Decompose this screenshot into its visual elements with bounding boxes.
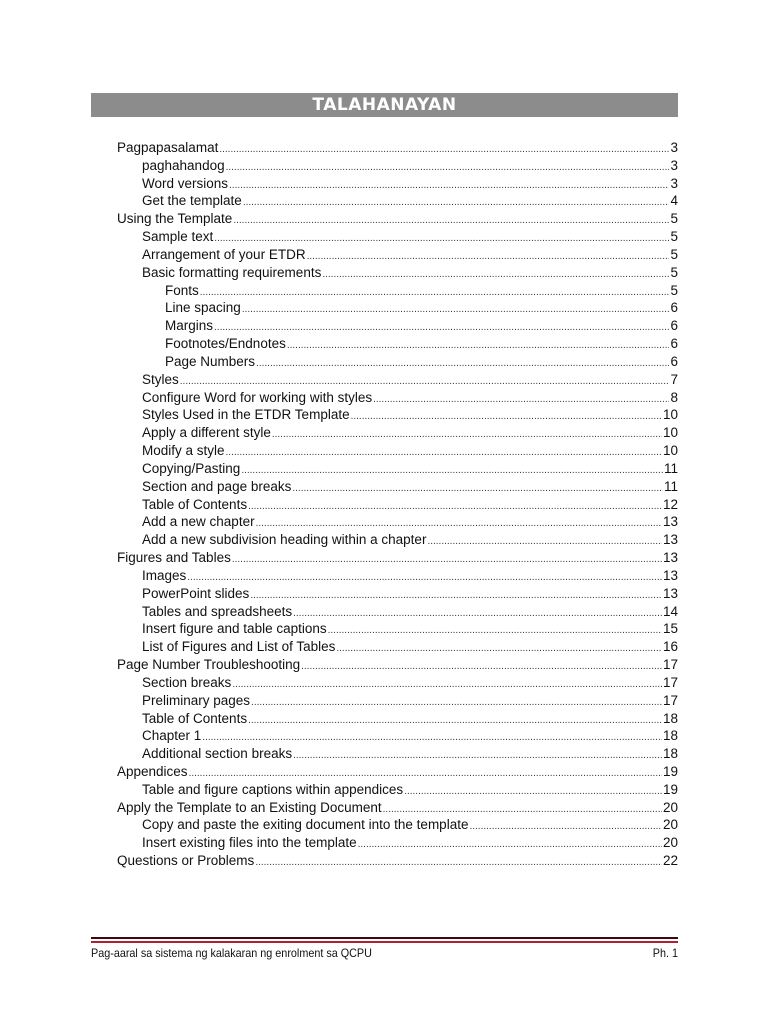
toc-entry[interactable] [117,638,678,656]
toc-entry-page: 20 [662,835,678,851]
toc-dot-leader [358,836,662,852]
toc-entry[interactable] [117,710,678,728]
toc-dot-leader [256,515,662,531]
toc-entry-label: Pagpapasalamat [117,140,219,155]
toc-entry-label: Table and figure captions within appendices [142,781,404,797]
toc-dot-leader [189,765,662,781]
toc-entry-label: Table of Contents [142,496,248,512]
toc-dot-leader [243,194,670,210]
toc-entry-page: 6 [670,318,678,334]
toc-dot-leader [287,337,670,353]
toc-dot-leader [219,141,669,157]
toc-entry-page: 22 [662,853,678,869]
toc-dot-leader [232,676,662,692]
toc-entry-label: Styles Used in the ETDR Template [142,407,350,423]
toc-dot-leader [233,212,669,228]
toc-entry[interactable] [117,549,678,567]
toc-entry-label: Styles [142,371,179,387]
toc-entry-label: Chapter 1 [142,728,202,744]
toc-dot-leader [248,498,662,514]
toc-entry-page: 16 [662,639,678,655]
toc-entry-page: 6 [670,353,678,369]
toc-entry-label: Add a new subdivision heading within a chapter [142,532,427,548]
toc-entry-page: 5 [670,264,678,280]
toc-entry-label: Page Number Troubleshooting [117,657,301,673]
toc-entry-page: 6 [670,300,678,316]
toc-dot-leader [427,533,662,549]
toc-entry-label: Section breaks [142,674,232,690]
toc-dot-leader [293,605,662,621]
toc-dot-leader [373,391,669,407]
toc-entry[interactable] [117,620,678,638]
toc-entry-label: PowerPoint slides [142,585,250,601]
toc-entry-label: Figures and Tables [117,550,231,566]
toc-entry-label: Apply a different style [142,425,271,441]
toc-entry-page: 8 [670,389,678,405]
toc-entry-page: 5 [670,282,678,298]
toc-entry-page: 5 [670,211,678,227]
page-title: TALAHANAYAN [91,93,678,117]
toc-entry[interactable] [117,246,678,264]
toc-entry-page: 3 [670,140,678,155]
toc-entry-page: 19 [662,763,678,779]
toc-entry-page: 14 [662,603,678,619]
footer-divider [91,937,678,939]
toc-entry[interactable] [117,852,678,870]
toc-entry-page: 10 [662,407,678,423]
toc-entry-page: 3 [670,157,678,173]
table-of-contents [117,139,678,870]
toc-dot-leader [292,480,663,496]
toc-dot-leader [200,284,670,300]
toc-dot-leader [272,426,662,442]
toc-entry[interactable] [117,674,678,692]
toc-entry-page: 18 [662,746,678,762]
toc-dot-leader [404,783,662,799]
toc-entry-label: List of Figures and List of Tables [142,639,336,655]
toc-entry-label: Apply the Template to an Existing Document [117,799,382,815]
toc-entry[interactable] [117,585,678,603]
toc-dot-leader [229,177,669,193]
toc-entry-label: paghahandog [142,157,225,173]
toc-entry-page: 12 [662,496,678,512]
toc-dot-leader [187,569,662,585]
toc-entry[interactable] [117,353,678,371]
toc-entry-label: Insert existing files into the template [142,835,357,851]
toc-entry-label: Preliminary pages [142,692,251,708]
toc-entry[interactable] [117,460,678,478]
toc-entry-page: 17 [662,692,678,708]
toc-dot-leader [241,462,663,478]
toc-dot-leader [251,694,662,710]
toc-dot-leader [232,551,662,567]
toc-entry-label: Line spacing [165,300,241,316]
toc-entry-label: Fonts [165,282,199,298]
toc-entry-label: Tables and spreadsheets [142,603,293,619]
toc-entry-page: 5 [670,229,678,245]
toc-dot-leader [248,712,662,728]
toc-entry-label: Margins [165,318,214,334]
toc-entry-page: 5 [670,246,678,262]
toc-dot-leader [214,319,669,335]
toc-entry-label: Sample text [142,229,214,245]
toc-entry[interactable] [117,745,678,763]
toc-entry-page: 11 [663,478,678,494]
toc-dot-leader [256,355,669,371]
toc-entry-label: Basic formatting requirements [142,264,322,280]
toc-entry[interactable] [117,371,678,389]
toc-entry[interactable] [117,406,678,424]
toc-entry[interactable] [117,192,678,210]
toc-entry[interactable] [117,478,678,496]
toc-entry[interactable] [117,656,678,674]
toc-entry-page: 17 [662,674,678,690]
toc-entry-label: Table of Contents [142,710,248,726]
toc-dot-leader [202,729,662,745]
toc-entry[interactable] [117,299,678,317]
toc-dot-leader [301,658,662,674]
toc-entry-page: 7 [670,371,678,387]
toc-entry[interactable] [117,335,678,353]
footer-title: Pag-aaral sa sistema ng kalakaran ng enrolment sa QCPU [91,946,372,960]
toc-entry[interactable] [117,442,678,460]
toc-entry-page: 19 [662,781,678,797]
toc-dot-leader [293,747,662,763]
toc-dot-leader [469,818,662,834]
toc-entry[interactable] [117,210,678,228]
toc-entry-label: Get the template [142,193,242,209]
toc-dot-leader [328,622,662,638]
page-number: Ph. 1 [652,946,678,960]
toc-dot-leader [307,248,670,264]
toc-entry-page: 13 [662,585,678,601]
toc-entry[interactable] [117,692,678,710]
toc-entry[interactable] [117,139,678,157]
toc-entry-page: 3 [670,175,678,191]
toc-entry[interactable] [117,389,678,407]
toc-dot-leader [322,266,669,282]
toc-dot-leader [226,159,670,175]
toc-dot-leader [255,854,662,870]
toc-entry-label: Appendices [117,763,188,779]
toc-entry[interactable] [117,567,678,585]
toc-entry[interactable] [117,424,678,442]
toc-entry-page: 13 [662,514,678,530]
toc-entry[interactable] [117,282,678,300]
toc-entry-page: 20 [662,817,678,833]
toc-entry[interactable] [117,781,678,799]
toc-dot-leader [351,408,662,424]
toc-entry[interactable] [117,317,678,335]
toc-entry[interactable] [117,834,678,852]
toc-entry-page: 10 [662,443,678,459]
toc-entry-label: Footnotes/Endnotes [165,336,286,352]
toc-entry-label: Modify a style [142,443,225,459]
toc-dot-leader [336,640,662,656]
toc-entry-label: Add a new chapter [142,514,255,530]
toc-entry-label: Questions or Problems [117,853,255,869]
toc-entry-label: Additional section breaks [142,746,293,762]
toc-entry-label: Arrangement of your ETDR [142,246,306,262]
toc-entry[interactable] [117,531,678,549]
toc-dot-leader [226,444,662,460]
toc-entry-label: Section and page breaks [142,478,292,494]
toc-entry[interactable] [117,157,678,175]
toc-entry-label: Insert figure and table captions [142,621,327,637]
footer-divider-accent [91,941,678,943]
toc-dot-leader [214,230,669,246]
toc-entry-label: Page Numbers [165,353,256,369]
toc-entry[interactable] [117,496,678,514]
toc-entry-page: 11 [663,460,678,476]
toc-entry-page: 10 [662,425,678,441]
toc-dot-leader [242,301,670,317]
toc-entry[interactable] [117,763,678,781]
toc-entry-label: Using the Template [117,211,233,227]
toc-entry-page: 18 [662,728,678,744]
toc-entry-page: 15 [662,621,678,637]
toc-entry-page: 17 [662,657,678,673]
toc-entry-page: 13 [662,532,678,548]
toc-entry-page: 20 [662,799,678,815]
toc-entry[interactable] [117,816,678,834]
toc-entry-label: Word versions [142,175,229,191]
toc-entry-page: 13 [662,550,678,566]
toc-entry-label: Images [142,567,187,583]
toc-dot-leader [250,587,662,603]
toc-entry[interactable] [117,264,678,282]
toc-entry-page: 4 [670,193,678,209]
toc-entry-label: Copy and paste the exiting document into the template [142,817,469,833]
toc-entry-label: Configure Word for working with styles [142,389,373,405]
toc-entry[interactable] [117,603,678,621]
toc-entry-page: 6 [670,336,678,352]
toc-entry[interactable] [117,799,678,817]
toc-entry[interactable] [117,228,678,246]
toc-entry[interactable] [117,513,678,531]
toc-entry-page: 13 [662,567,678,583]
toc-entry[interactable] [117,175,678,193]
toc-dot-leader [180,373,670,389]
toc-entry-page: 18 [662,710,678,726]
toc-entry-label: Copying/Pasting [142,460,241,476]
toc-entry[interactable] [117,727,678,745]
toc-dot-leader [383,801,662,817]
